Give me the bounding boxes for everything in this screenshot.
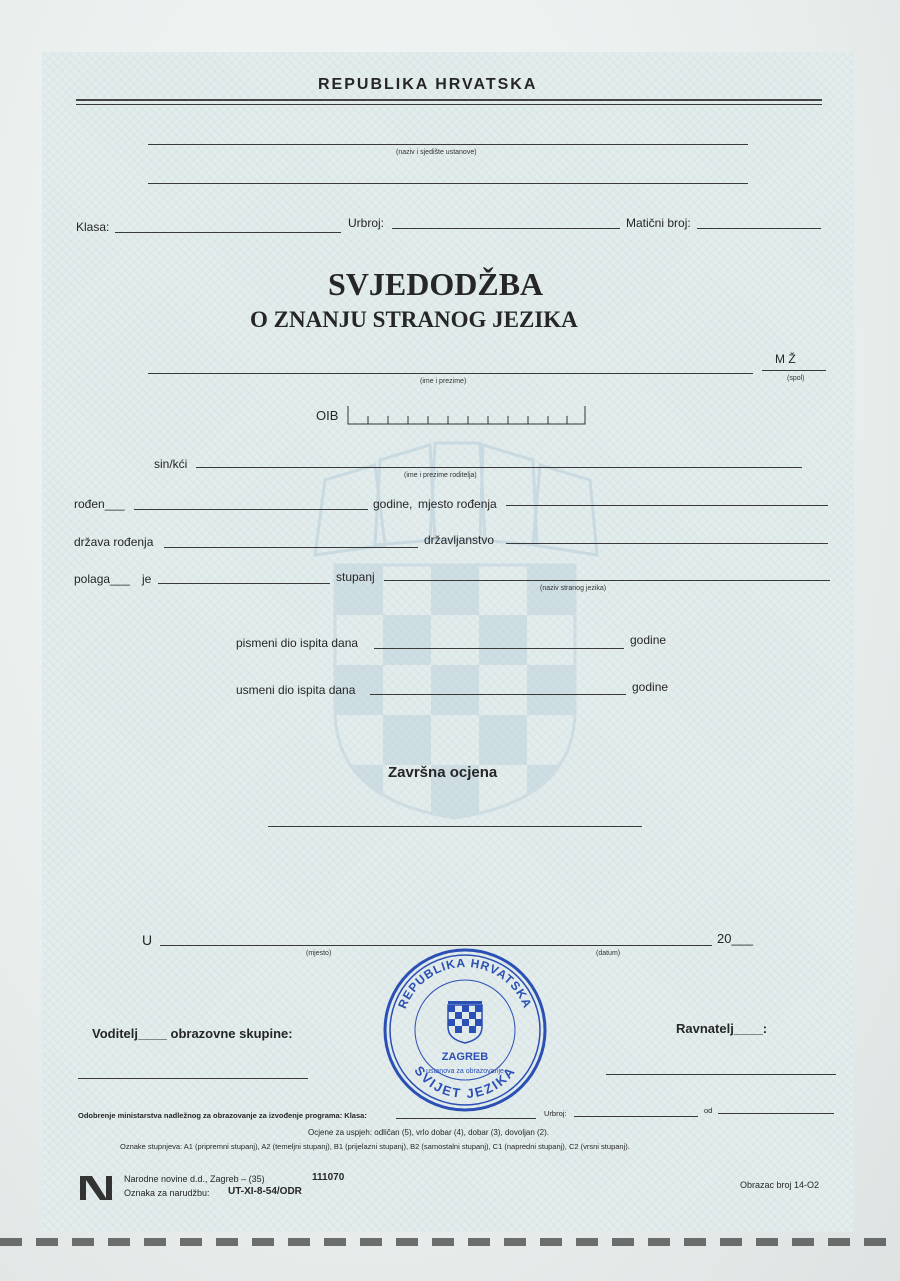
written-exam-label: pismeni dio ispita dana <box>236 636 359 650</box>
institution-line-2 <box>148 183 748 184</box>
oral-year-suffix: godine <box>632 680 669 694</box>
coat-of-arms-watermark-icon <box>330 560 580 820</box>
gender-line <box>762 370 826 371</box>
approval-text: Odobrenje ministarstva nadležnog za obrazovanje za izvođenje programa: Klasa: <box>78 1111 367 1120</box>
parents-line <box>196 467 802 468</box>
publisher-text: Narodne novine d.d., Zagreb – (35) <box>124 1174 265 1184</box>
order-code: UT-XI-8-54/ODR <box>228 1186 302 1197</box>
gender-caption: (spol) <box>787 375 805 382</box>
stamp-top-text: REPUBLIKA HRVATSKA <box>395 955 535 1011</box>
written-year-suffix: godine <box>630 633 667 647</box>
oral-exam-line <box>370 694 626 695</box>
language-caption: (naziv stranog jezika) <box>540 585 607 592</box>
stamp-city-text: ZAGREB <box>441 1051 489 1063</box>
name-line <box>148 373 753 374</box>
maticni-label: Matični broj: <box>626 216 691 230</box>
urbroj-label: Urbroj: <box>348 216 385 230</box>
place-prefix: U <box>142 932 153 948</box>
language-line <box>384 580 830 581</box>
year-prefix: 20___ <box>717 931 754 946</box>
document-title: SVJEDODŽBA <box>328 266 544 302</box>
stamp-inner-text: ustanova za obrazovanje <box>426 1068 504 1075</box>
final-grade-label: Završna ocjena <box>388 764 498 781</box>
klasa-line <box>115 232 341 233</box>
je-label: je <box>142 572 152 586</box>
parents-caption: (ime i prezime roditelja) <box>404 472 477 479</box>
grades-legend: Ocjene za uspjeh: odličan (5), vrlo dobar (4), dobar (3), dovoljan (2). <box>308 1128 550 1137</box>
levels-legend: Oznake stupnjeva: A1 (pripremni stupanj), A2 (temeljni stupanj), B1 (prijelazni stupanj), B2 (samostalni stupanj), C1 (napredni stupanj), C2 (vrsni stupanj). <box>120 1142 630 1151</box>
urbroj-line <box>392 228 620 229</box>
born-label: rođen___ <box>74 497 125 511</box>
institution-line <box>148 144 748 145</box>
approval-od-line <box>718 1113 834 1114</box>
oral-exam-label: usmeni dio ispita dana <box>236 683 356 697</box>
gender-options: M Ž <box>775 352 796 366</box>
level-label: stupanj <box>336 570 375 584</box>
final-grade-line <box>268 826 642 827</box>
level-line <box>158 583 330 584</box>
approval-od: od <box>704 1106 713 1115</box>
publisher-code: 111070 <box>312 1172 345 1183</box>
institution-caption: (naziv i sjedište ustanove) <box>396 149 477 156</box>
place-caption: (mjesto) <box>306 950 332 957</box>
principal-signature-line <box>606 1074 836 1075</box>
approval-klasa-line <box>396 1118 536 1119</box>
citizenship-line <box>506 543 828 544</box>
header-rule <box>76 99 822 101</box>
country-line <box>164 547 418 548</box>
perforation-edge <box>0 1238 900 1246</box>
stamp-bottom-text: SVIJET JEZIKA <box>411 1063 519 1102</box>
birthplace-label: mjesto rođenja <box>418 497 497 511</box>
date-caption: (datum) <box>596 950 621 957</box>
group-leader-signature-line <box>78 1078 308 1079</box>
order-label: Oznaka za narudžbu: <box>124 1188 210 1198</box>
republic-heading: REPUBLIKA HRVATSKA <box>318 76 538 93</box>
maticni-line <box>697 228 821 229</box>
citizenship-label: državljanstvo <box>424 533 495 547</box>
official-stamp-icon <box>380 945 550 1115</box>
header-rule-thin <box>76 104 822 105</box>
written-exam-line <box>374 648 624 649</box>
approval-urbroj-line <box>574 1116 698 1117</box>
son-daughter-label: sin/kći <box>154 457 188 471</box>
oib-label: OIB <box>316 408 339 423</box>
approval-urbroj: Urbroj: <box>544 1109 567 1118</box>
country-label: država rođenja <box>74 535 154 549</box>
form-number: Obrazac broj 14-O2 <box>740 1180 820 1190</box>
oib-boxes[interactable] <box>345 404 590 426</box>
principal-label: Ravnatelj____: <box>676 1021 768 1036</box>
narodne-novine-logo-icon <box>78 1174 116 1202</box>
klasa-label: Klasa: <box>76 220 110 234</box>
born-date-line <box>134 509 368 510</box>
name-caption: (ime i prezime) <box>420 378 467 385</box>
document-subtitle: O ZNANJU STRANOG JEZIKA <box>250 307 578 332</box>
passed-label: polaga___ <box>74 572 131 586</box>
birthplace-line <box>506 505 828 506</box>
year-label: godine, <box>373 497 413 511</box>
group-leader-label: Voditelj____ obrazovne skupine: <box>92 1026 293 1041</box>
